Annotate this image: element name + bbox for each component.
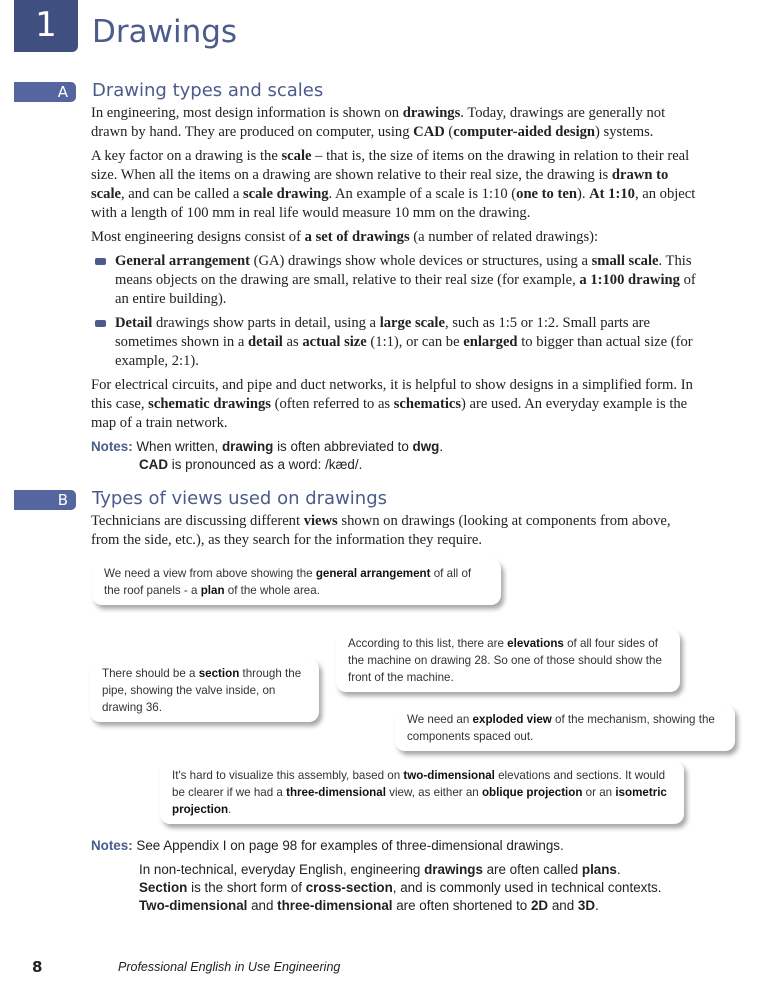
text-run: ) systems. xyxy=(595,124,654,140)
page-content xyxy=(0,80,768,915)
notes-a xyxy=(91,438,697,474)
speech-bubble-elevations xyxy=(336,629,680,692)
section-b-intro xyxy=(91,512,697,550)
text-run: drawings show parts in detail, using a xyxy=(152,315,380,331)
text-run: through the pipe, showing the valve inside, on drawing 36. xyxy=(102,667,302,714)
text-run: According to this list, there are xyxy=(348,637,508,650)
text-run: of all four sides of the machine on drawing 28. So one of those should show the front of the machine. xyxy=(348,637,662,684)
text-run: as xyxy=(282,334,303,350)
bold-term: actual size xyxy=(302,334,367,350)
text-run: . This means objects on the drawing are small, relative to their real size (for example, xyxy=(115,253,692,288)
text-run: For electrical circuits, and pipe and duct networks, it is helpful to show designs in a simplified form. In this case, xyxy=(91,377,693,412)
section-header-a xyxy=(0,80,768,104)
text-run: is the short form of xyxy=(187,880,306,895)
text-run: is pronounced as a word: /kæd/. xyxy=(168,457,363,472)
page-number: 8 xyxy=(32,958,43,976)
note xyxy=(91,456,697,474)
text-run: or an xyxy=(582,786,616,799)
bold-term: General arrangement xyxy=(115,253,250,269)
section-header-b xyxy=(0,488,768,512)
text-run: When written, xyxy=(136,439,222,454)
note xyxy=(136,838,563,853)
bullet-item xyxy=(91,314,697,371)
bold-term: elevations xyxy=(507,637,564,650)
text-run: (1:1), or can be xyxy=(366,334,464,350)
bold-term: 3D xyxy=(577,898,596,913)
text-run: A key factor on a drawing is the xyxy=(91,148,282,164)
bold-term: a set of drawings xyxy=(304,229,410,245)
text-run: (often referred to as xyxy=(270,396,394,412)
bold-term: CAD xyxy=(139,457,169,472)
text-run: Technicians are discussing different xyxy=(91,513,304,529)
text-run: , and is commonly used in technical contexts. xyxy=(392,880,662,895)
text-run: It's hard to visualize this assembly, based on xyxy=(172,769,404,782)
text-run: We need an xyxy=(407,713,473,726)
text-run: of all of the roof panels - a xyxy=(104,567,472,597)
bold-term: one to ten xyxy=(516,186,577,202)
speech-bubbles xyxy=(0,555,768,837)
bold-term: plan xyxy=(200,584,225,597)
paragraph xyxy=(91,512,697,550)
bold-term: views xyxy=(303,513,338,529)
bold-term: 2D xyxy=(530,898,549,913)
text-run: . xyxy=(439,439,444,454)
notes-b xyxy=(91,837,697,915)
bold-term: scale xyxy=(281,148,312,164)
text-run: elevations and sections. It would be clearer if we had a xyxy=(172,769,666,799)
section-heading-b: Types of views used on drawings xyxy=(92,488,388,509)
text-run: ). xyxy=(576,186,590,202)
section-heading-a: Drawing types and scales xyxy=(92,80,324,101)
chapter-number: 1 xyxy=(14,0,78,52)
text-run: See Appendix I on page 98 for examples of three-dimensional drawings. xyxy=(136,838,564,853)
bullet-icon xyxy=(95,320,106,327)
speech-bubble-section xyxy=(90,659,319,722)
text-run: are often shortened to xyxy=(392,898,531,913)
bold-term: oblique projection xyxy=(481,786,583,799)
note xyxy=(91,861,697,879)
text-run: , such as 1:5 or 1:2. Small parts are sometimes shown in a xyxy=(115,315,651,350)
book-title: Professional English in Use Engineering xyxy=(118,960,341,974)
text-run: view, as either an xyxy=(385,786,482,799)
section-letter: A xyxy=(57,83,68,101)
notes-label: Notes: xyxy=(91,439,133,454)
bullet-text xyxy=(115,315,693,369)
bullet-icon xyxy=(95,258,106,265)
bold-term: At 1:10 xyxy=(589,186,635,202)
bold-term: two-dimensional xyxy=(403,769,495,782)
section-a-body xyxy=(91,104,697,474)
text-run: ( xyxy=(444,124,454,140)
text-run: ) are used. An everyday example is the map of a train network. xyxy=(91,396,688,431)
text-run: shown on drawings (looking at components from above, from the side, etc.), as they search for the information they require. xyxy=(91,513,671,548)
bold-term: CAD xyxy=(413,124,445,140)
bold-term: exploded view xyxy=(472,713,552,726)
text-run: of an entire building). xyxy=(115,272,696,307)
bold-term: section xyxy=(198,667,240,680)
text-run: In engineering, most design information is shown on xyxy=(91,105,403,121)
bold-term: schematics xyxy=(393,396,462,412)
bold-term: drawn to scale xyxy=(91,167,669,202)
bullet-item xyxy=(91,252,697,309)
paragraph xyxy=(91,147,697,223)
text-run: is often abbreviated to xyxy=(273,439,413,454)
bold-term: scale drawing xyxy=(242,186,329,202)
text-run: . xyxy=(616,862,621,877)
speech-bubble-projection xyxy=(160,761,684,824)
bold-term: three-dimensional xyxy=(277,898,393,913)
bold-term: drawings xyxy=(402,105,461,121)
text-run: . xyxy=(595,898,599,913)
note xyxy=(91,879,697,897)
bold-term: drawing xyxy=(222,439,274,454)
text-run: – that is, the size of items on the drawing in relation to their real size. When all the items on a drawing are shown relative to their real size, the drawing is xyxy=(91,148,690,183)
speech-bubble-exploded-view xyxy=(395,705,735,751)
text-run: There should be a xyxy=(102,667,199,680)
text-run: and xyxy=(548,898,578,913)
bold-term: cross-section xyxy=(305,880,393,895)
bold-term: a 1:100 drawing xyxy=(579,272,680,288)
bold-term: large scale xyxy=(379,315,445,331)
text-run: . xyxy=(228,803,232,816)
bold-term: Two-dimensional xyxy=(139,898,248,913)
page-title: Drawings xyxy=(92,14,238,50)
section-letter: B xyxy=(57,491,68,509)
bold-term: computer-aided design xyxy=(453,124,596,140)
text-run: Most engineering designs consist of xyxy=(91,229,305,245)
bold-term: Section xyxy=(139,880,188,895)
text-run: . An example of a scale is 1:10 ( xyxy=(328,186,517,202)
text-run: , and can be called a xyxy=(121,186,243,202)
bold-term: enlarged xyxy=(463,334,518,350)
bold-term: isometric projection xyxy=(172,786,667,816)
text-run: (a number of related drawings): xyxy=(409,229,599,245)
text-run: , an object with a length of 100 mm in real life would measure 10 mm on the drawing. xyxy=(91,186,696,221)
note xyxy=(91,897,697,915)
bold-term: schematic drawings xyxy=(148,396,271,412)
paragraph xyxy=(91,104,697,142)
text-run: to bigger than actual size (for example, 2:1). xyxy=(115,334,693,369)
speech-bubble-plan xyxy=(92,559,501,605)
bold-term: three-dimensional xyxy=(286,786,386,799)
bold-term: plans xyxy=(581,862,617,877)
bold-term: dwg xyxy=(412,439,440,454)
bold-term: detail xyxy=(247,334,283,350)
text-run: (GA) drawings show whole devices or structures, using a xyxy=(249,253,592,269)
text-run: . Today, drawings are generally not drawn by hand. They are produced on computer, using xyxy=(91,105,666,140)
text-run: of the mechanism, showing the components spaced out. xyxy=(407,713,715,743)
note xyxy=(136,439,443,454)
paragraph xyxy=(91,376,697,433)
bullet-text xyxy=(115,253,696,307)
text-run: are often called xyxy=(482,862,582,877)
bold-term: general arrangement xyxy=(315,567,431,580)
section-label-b xyxy=(14,490,76,510)
text-run: We need a view from above showing the xyxy=(104,567,316,580)
bold-term: Detail xyxy=(115,315,153,331)
bold-term: drawings xyxy=(424,862,483,877)
paragraph xyxy=(91,228,697,247)
text-run: of the whole area. xyxy=(224,584,320,597)
text-run: In non-technical, everyday English, engineering xyxy=(139,862,425,877)
text-run: and xyxy=(247,898,278,913)
bold-term: small scale xyxy=(591,253,659,269)
section-label-a xyxy=(14,82,76,102)
notes-label: Notes: xyxy=(91,838,133,853)
